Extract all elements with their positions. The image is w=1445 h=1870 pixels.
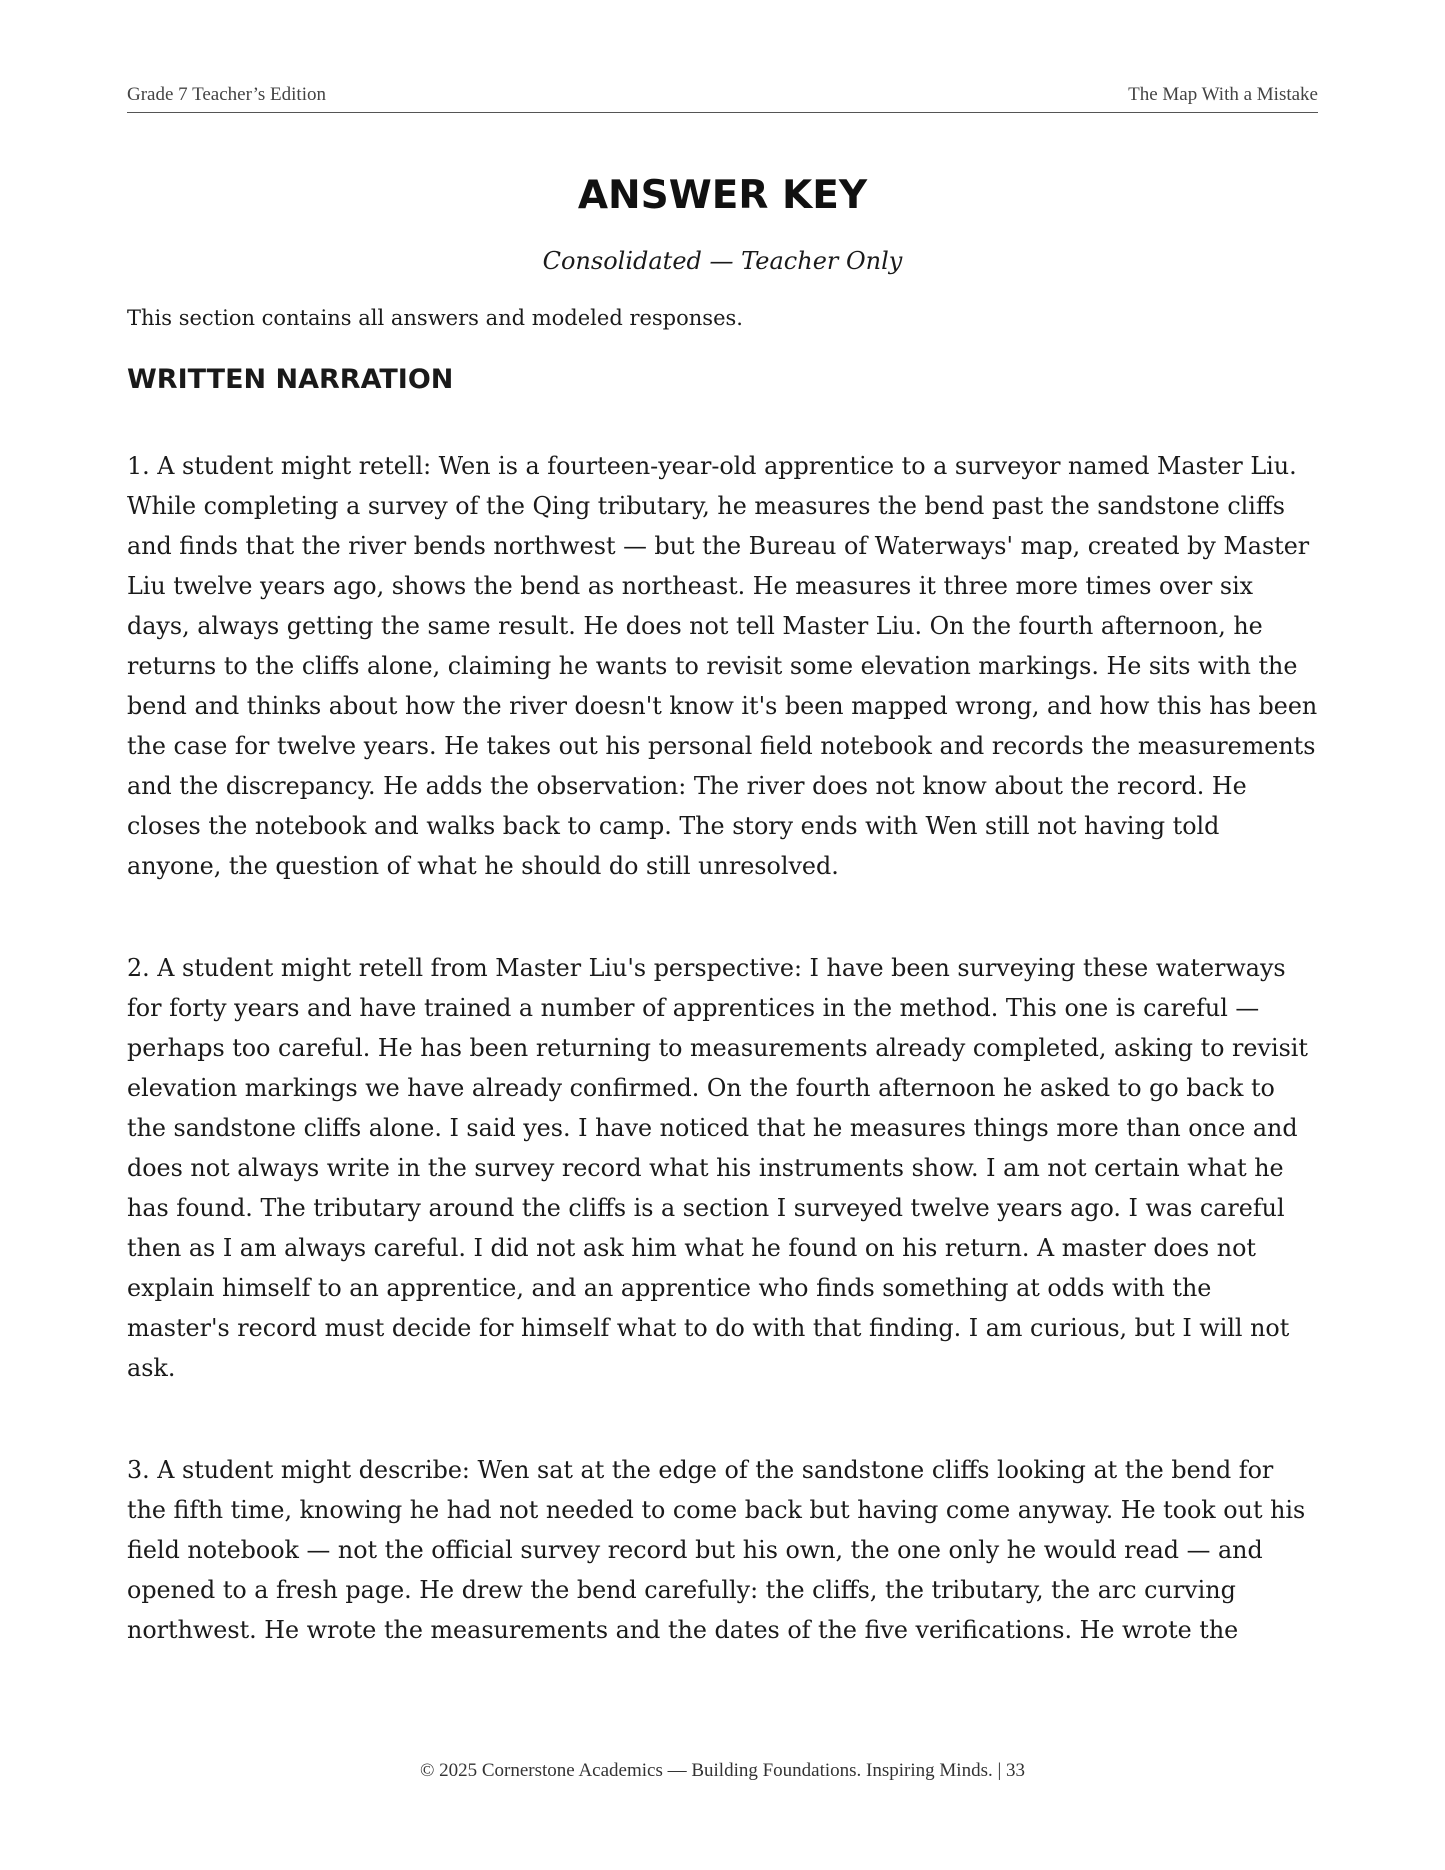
answer-paragraph-2: 2. A student might retell from Master Liu's perspective: I have been surveying these waterways for forty years and have trained a number of apprentices in the method. This one is careful — perhaps too careful. He has been returning to measurements already completed, asking to revisit elevation markings we have already confirmed. On the fourth afternoon he asked to go back to the sandstone cliffs alone. I said yes. I have noticed that he measures things more than once and does not always write in the survey record what his instruments show. I am not certain what he has found. The tributary around the cliffs is a section I surveyed twelve years ago. I was careful then as I am always careful. I did not ask him what he found on his return. A master does not explain himself to an apprentice, and an apprentice who finds something at odds with the master's record must decide for himself what to do with that finding. I am curious, but I will not ask. <box>127 954 1308 1382</box>
running-header <box>127 84 1318 113</box>
section-heading: WRITTEN NARRATION <box>127 364 454 395</box>
page-title: ANSWER KEY <box>577 173 868 218</box>
page-footer: © 2025 Cornerstone Academics — Building Foundations. Inspiring Minds. | 33 <box>419 1760 1026 1781</box>
intro-text: This section contains all answers and modeled responses. <box>127 306 743 330</box>
page-content <box>127 168 1318 1650</box>
answer-paragraph-1: 1. A student might retell: Wen is a fourteen-year-old apprentice to a surveyor named Master Liu. While completing a survey of the Qing tributary, he measures the bend past the sandstone cliffs and finds that the river bends northwest — but the Bureau of Waterways' map, created by Master Liu twelve years ago, shows the bend as northeast. He measures it three more times over six days, always getting the same result. He does not tell Master Liu. On the fourth afternoon, he returns to the cliffs alone, claiming he wants to revisit some elevation markings. He sits with the bend and thinks about how the river doesn't know it's been mapped wrong, and how this has been the case for twelve years. He takes out his personal field notebook and records the measurements and the discrepancy. He adds the observation: The river does not know about the record. He closes the notebook and walks back to camp. The story ends with Wen still not having told anyone, the question of what he should do still unresolved. <box>127 452 1318 880</box>
answer-paragraph-3: 3. A student might describe: Wen sat at the edge of the sandstone cliffs looking at the bend for the fifth time, knowing he had not needed to come back but having come anyway. He took out his field notebook — not the official survey record but his own, the one only he would read — and opened to a fresh page. He drew the bend carefully: the cliffs, the tributary, the arc curving northwest. He wrote the measurements and the dates of the five verifications. He wrote the <box>127 1456 1306 1644</box>
header-story-title: The Map With a Mistake <box>1128 84 1318 105</box>
header-grade-label: Grade 7 Teacher’s Edition <box>127 84 326 105</box>
page-subtitle: Consolidated — Teacher Only <box>542 247 903 275</box>
